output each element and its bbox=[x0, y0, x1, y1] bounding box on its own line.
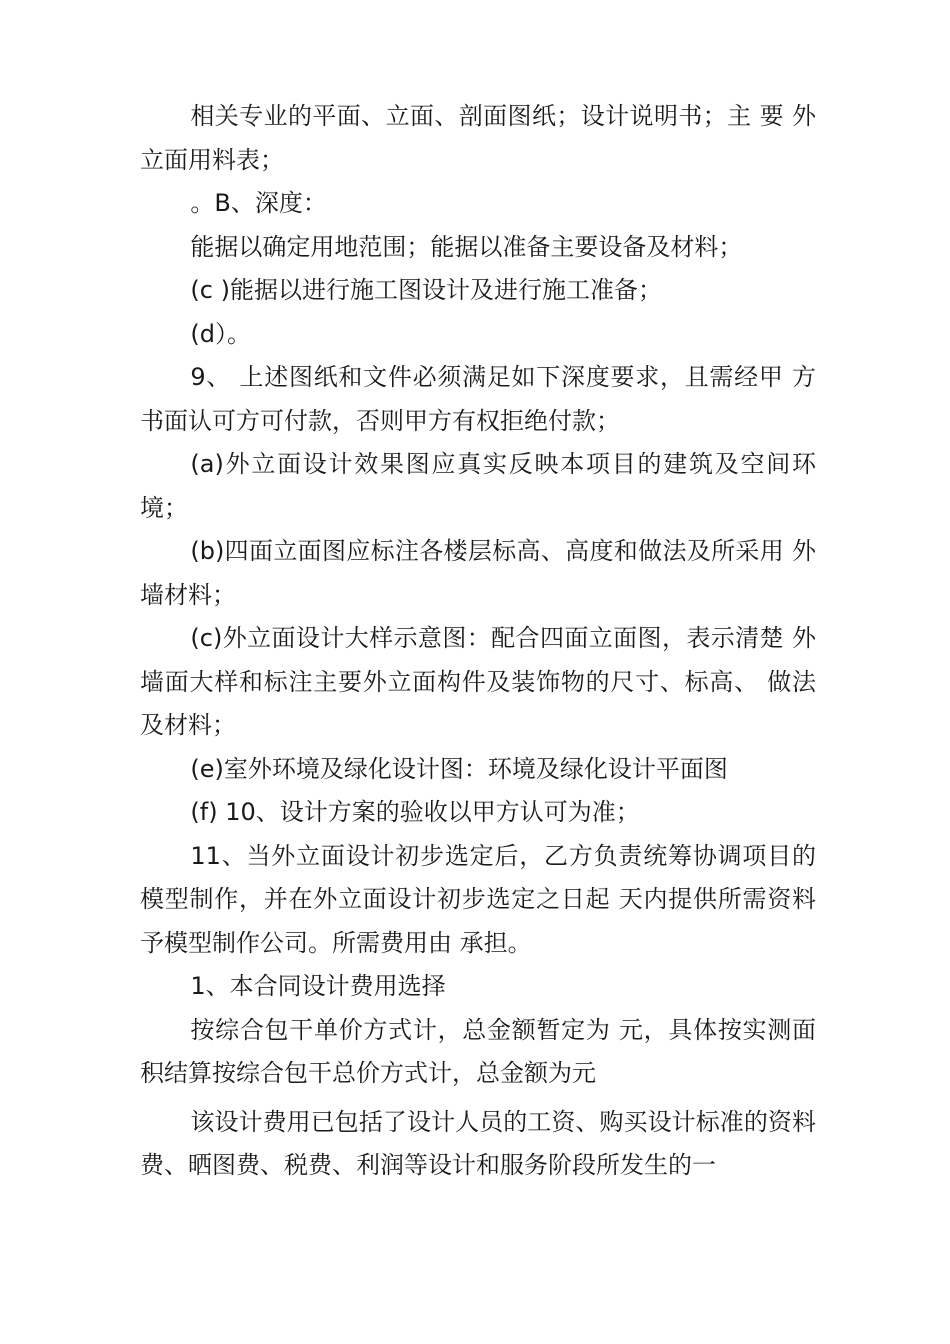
paragraph-item-b-elevations: (b)四面立面图应标注各楼层标高、高度和做法及所采用 外墙材料； bbox=[140, 537, 816, 609]
paragraph-fee-method: 按综合包干单价方式计，总金额暂定为 元，具体按实测面积结算按综合包干总价方式计，总金额为元 bbox=[140, 1015, 816, 1087]
paragraph-depth-heading: 。B、深度： bbox=[190, 189, 327, 217]
paragraph-land-scope: 能据以确定用地范围；能据以准备主要设备及材料； bbox=[190, 232, 743, 261]
paragraph-item-c-details: (c)外立面设计大样示意图：配合四面立面图，表示清楚 外墙面大样和标注主要外立面构件及装饰物的尺寸、标高、 做法及材料； bbox=[140, 624, 816, 739]
paragraph-clause-11: 11、当外立面设计初步选定后，乙方负责统筹协调项目的模型制作，并在外立面设计初步选定之日起 天内提供所需资料予模型制作公司。所需费用由 承担。 bbox=[140, 841, 816, 957]
paragraph-fee-inclusions: 该设计费用已包括了设计人员的工资、购买设计标准的资料费、晒图费、税费、利润等设计和服务阶段所发生的一 bbox=[140, 1107, 816, 1179]
paragraph-item-e-landscape: (e)室外环境及绿化设计图：环境及绿化设计平面图 bbox=[190, 754, 728, 783]
paragraph-fee-selection: 1、本合同设计费用选择 bbox=[190, 972, 446, 1000]
paragraph-item-a-rendering: (a)外立面设计效果图应真实反映本项目的建筑及空间环境； bbox=[140, 450, 816, 522]
paragraph-item-d: (d）。 bbox=[190, 319, 251, 348]
paragraph-item-c-construction: (c )能据以进行施工图设计及进行施工准备； bbox=[190, 276, 662, 304]
document-page bbox=[140, 95, 816, 1188]
paragraph-clause-9: 9、 上述图纸和文件必须满足如下深度要求，且需经甲 方书面认可方可付款，否则甲方有权拒绝付款； bbox=[140, 363, 816, 435]
paragraph-clause-10: (f) 10、设计方案的验收以甲方认可为准； bbox=[190, 798, 640, 826]
paragraph-drawings-list: 相关专业的平面、立面、剖面图纸；设计说明书；主 要 外立面用料表； bbox=[140, 102, 816, 174]
